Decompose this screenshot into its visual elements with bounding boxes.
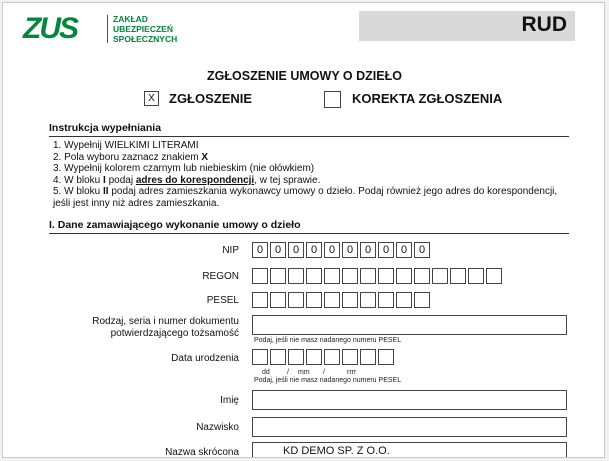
regon-digit[interactable] [432, 268, 448, 284]
birth-digit[interactable] [306, 349, 322, 365]
nazwisko-label: Nazwisko [196, 422, 239, 433]
birth-digit[interactable] [288, 349, 304, 365]
instruction-5: 5. W bloku II podaj adres zamieszkania wykonawcy umowy o dzieło. Podaj również jego adres do korespondencji, [53, 186, 558, 198]
regon-digit[interactable] [270, 268, 286, 284]
pesel-digit[interactable] [360, 292, 376, 308]
pesel-digit[interactable] [324, 292, 340, 308]
nip-digit[interactable]: 0 [324, 242, 340, 258]
pesel-input[interactable] [252, 292, 432, 308]
regon-input[interactable] [252, 268, 504, 284]
form-code-band [359, 11, 575, 41]
regon-label: REGON [202, 271, 239, 282]
pesel-digit[interactable] [252, 292, 268, 308]
document-hint: Podaj, jeśli nie masz nadanego numeru PESEL [254, 337, 402, 344]
birth-sep-1: / [287, 369, 289, 376]
instructions-heading: Instrukcja wypełniania [49, 122, 569, 137]
nip-digit[interactable]: 0 [414, 242, 430, 258]
zgloszenie-label: ZGŁOSZENIE [169, 91, 253, 106]
birth-date-input[interactable] [252, 349, 396, 365]
pesel-digit[interactable] [306, 292, 322, 308]
regon-digit[interactable] [378, 268, 394, 284]
instruction-1: 1. Wypełnij WIELKIMI LITERAMI [53, 140, 199, 151]
nip-digit[interactable]: 0 [378, 242, 394, 258]
instructions-list [53, 140, 573, 210]
document-label: Rodzaj, seria i numer dokumentu potwierdzającego tożsamość [92, 316, 239, 339]
regon-digit[interactable] [252, 268, 268, 284]
org-name: ZAKŁAD UBEZPIECZEŃ SPOŁECZNYCH [113, 14, 178, 44]
birth-dd-label: dd [262, 369, 270, 376]
pesel-digit[interactable] [414, 292, 430, 308]
instruction-5-cont: jeśli jest inny niż adres zamieszkania. [53, 197, 220, 209]
pesel-digit[interactable] [342, 292, 358, 308]
nazwisko-input[interactable] [252, 417, 567, 437]
birth-label: Data urodzenia [171, 353, 239, 364]
zgloszenie-checkbox[interactable]: X [144, 91, 159, 106]
nip-digit[interactable]: 0 [252, 242, 268, 258]
pesel-digit[interactable] [396, 292, 412, 308]
birth-digit[interactable] [252, 349, 268, 365]
birth-sep-2: / [323, 369, 325, 376]
korekta-label: KOREKTA ZGŁOSZENIA [352, 91, 503, 106]
regon-digit[interactable] [468, 268, 484, 284]
birth-mm-label: mm [298, 369, 310, 376]
nip-digit[interactable]: 0 [306, 242, 322, 258]
form-code: RUD [521, 13, 567, 36]
regon-digit[interactable] [324, 268, 340, 284]
regon-digit[interactable] [360, 268, 376, 284]
nip-digit[interactable]: 0 [288, 242, 304, 258]
pesel-digit[interactable] [270, 292, 286, 308]
imie-input[interactable] [252, 390, 567, 410]
form-title: ZGŁOSZENIE UMOWY O DZIEŁO [207, 69, 402, 83]
zus-logo: ZUS [23, 12, 77, 45]
regon-digit[interactable] [486, 268, 502, 284]
regon-digit[interactable] [396, 268, 412, 284]
regon-digit[interactable] [450, 268, 466, 284]
regon-digit[interactable] [306, 268, 322, 284]
imie-label: Imię [220, 395, 239, 406]
document-input[interactable] [252, 315, 567, 335]
birth-digit[interactable] [342, 349, 358, 365]
logo-divider [107, 15, 108, 43]
nazwa-input[interactable]: KD DEMO SP. Z O.O. [252, 442, 567, 458]
nip-digit[interactable]: 0 [270, 242, 286, 258]
birth-digit[interactable] [324, 349, 340, 365]
pesel-label: PESEL [206, 295, 239, 306]
regon-digit[interactable] [342, 268, 358, 284]
nip-input[interactable] [252, 242, 432, 258]
form-sheet [2, 2, 605, 458]
pesel-digit[interactable] [378, 292, 394, 308]
nip-label: NIP [222, 245, 239, 256]
nip-digit[interactable]: 0 [342, 242, 358, 258]
korekta-checkbox[interactable] [324, 91, 341, 108]
birth-digit[interactable] [378, 349, 394, 365]
instruction-4: 4. W bloku I podaj adres do korespondencji, w tej sprawie. [53, 174, 321, 186]
birth-digit[interactable] [270, 349, 286, 365]
nip-digit[interactable]: 0 [360, 242, 376, 258]
regon-digit[interactable] [414, 268, 430, 284]
section1-heading: I. Dane zamawiającego wykonanie umowy o dzieło [49, 219, 569, 234]
regon-digit[interactable] [288, 268, 304, 284]
birth-hint: Podaj, jeśli nie masz nadanego numeru PESEL [254, 377, 402, 384]
instruction-2: 2. Pola wyboru zaznacz znakiem X [53, 151, 209, 163]
birth-rrrr-label: rrrr [347, 369, 357, 376]
birth-digit[interactable] [360, 349, 376, 365]
pesel-digit[interactable] [288, 292, 304, 308]
nazwa-label: Nazwa skrócona [165, 447, 239, 458]
nip-digit[interactable]: 0 [396, 242, 412, 258]
instruction-3: 3. Wypełnij kolorem czarnym lub niebieskim (nie ołówkiem) [53, 163, 315, 175]
